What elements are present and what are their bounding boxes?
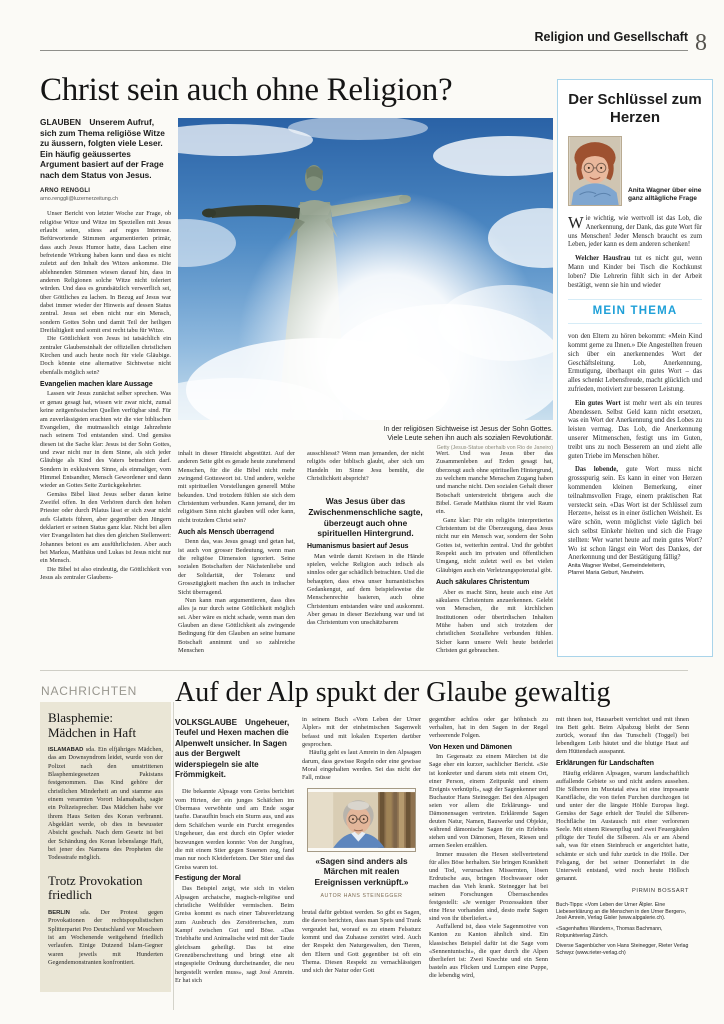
pull-quote-attribution: AUTOR HANS STEINEGGER (320, 892, 403, 899)
caption-line2: Viele Leute sehen ihn auch als sozialen Revolutionär. (387, 435, 553, 442)
body-paragraph: Die bekannte Alpsage vom Greiss berichtet vom Hirten, der ein junges Schäfchen im Übermass verwöhnte und am Ende sogar taufte. Daraufhin brach ein Sturm aus, und aus dem Schäfchen wurde ein Furcht erregendes Ungeheuer, das erst durch ein Opfer wieder bezwungen werden konnte: Von der Jungfrau, die mit einem Stier gegen Susenen zog, fand man nur noch Kleiderfetzen. Der Stier und das Greiss waren tot. (175, 788, 294, 871)
bottom-headline: Auf der Alp spukt der Glaube gewaltig (175, 677, 611, 708)
subhead: Festigung der Moral (175, 875, 241, 883)
body-paragraph: Denn das, was Jesus gesagt und getan hat, ist auch von grosser Bedeutung, wenn man die religiöse Dimension ignoriert. Seine sozialen Botschaften der Nächstenliebe und der Solidarität, der Toleranz und Grosszügigkeit machen ihn auch in irdischer Sicht überragend. (178, 538, 295, 596)
article-lead: VOLKSGLAUBE Ungeheuer, Teufel und Hexen machen die Alpenwelt unsicher. In Sagen aus der Bergwelt widerspiegeln sie alte Frömmigkeit. (175, 718, 290, 780)
sidebar-title: Der Schlüssel zum Herzen (568, 91, 702, 126)
main-article-col4 (436, 450, 553, 663)
author-signature: PIRMIN BOSSART (632, 887, 689, 894)
jesus-statue-illustration (178, 118, 553, 420)
body-paragraph: gegenüber achtlos oder gar höhnisch zu verhalten, hat in den Sagen in der Regel verheerende Folgen. (429, 716, 548, 740)
body-paragraph: Die Göttlichkeit von Jesus ist tatsächlich ein zentraler Glaubensinhalt der offiziellen christlichen Kirchen und auch heute noch für viele Gläubige. Doch könnte eine alternative Sichtweise nicht ebenfalls möglich sein? (40, 335, 171, 376)
main-article-col1 (40, 117, 171, 665)
kicker-label: VOLKSGLAUBE (175, 718, 238, 727)
main-article-col2 (178, 450, 295, 663)
news-body: ISLAMABAD sda. Ein elfjähriges Mädchen, das am Downsyndrom leidet, wurde von der Polizei nach den umstrittenen Blasphemiegesetzen Pakistans festgenommen. Das Kind gehöre der christlichen Minderheit an und stamme aus einem verarmten Vorort Islamabads, sagte ein Polizeisprecher. Das Mädchen habe vor ihrem Haus Seiten des Koran verbrannt. Abgeklärt werde, ob dies in bewusster Absicht geschah. Nach dem Gesetz ist bei der Schändung des Koran lebenslange Haft, bei jener des Namens des Propheten die Todesstrafe möglich. (48, 746, 163, 862)
masthead (40, 30, 688, 51)
sidebar-column (557, 79, 713, 657)
news-section-label: NACHRICHTEN (41, 684, 138, 698)
body-paragraph: Häufig erklären Alpsagen, warum landschaftlich auffallende Gebiete so und nicht anders aussehen. Die Silberen im Muotatal etwa ist eine imposante Karstfläche, die von tiefen Furchen durchzogen ist und unter der die längste Höhle Europas liegt. Gemäss der Sage erhielt der Teufel die Silberen-Hochfläche im Austausch mit einer verlorenen Seele. Mit einem Riesenpflug und zwei Feuergäulen pflügte der Teufel die Silberen. Als er am Abend sah, was für einen Steinbruch er angerichtet hatte, schämte er sich und fuhr zurück in die Hölle. Der Felsgang, der bei seiner Donnerfahrt in die Unterwelt entstand, wird noch heute Hölloch genannt. (556, 769, 689, 882)
subhead: Erklärungen für Landschaften (556, 759, 655, 767)
sidebar-paragraph: von den Eltern zu hören bekommt: «Mein Kind kommt gerne zu Ihnen.» Die Angestellten freuen sich über ein anerkennendes Wort der Geschäftsleitung. Lob, Anerkennung, Ermutigung, überhaupt ein gutes Wort – das alles schenkt Lebensfreude, macht glücklich und zufrieden, motiviert zur besseren Leistung. (568, 333, 702, 393)
caption-line1: In der religiösen Sichtweise ist Jesus der Sohn Gottes. (383, 426, 553, 433)
subhead: Auch säkulares Christentum (436, 578, 530, 586)
byline (40, 187, 171, 204)
book-tip: Diverse Sagenbücher von Hans Steinegger, Rieter Verlag Schwyz (www.rieter-verlag.ch) (556, 943, 689, 957)
body-paragraph: Lassen wir Jesus zunächst selber sprechen. Was er genau gesagt hat, wissen wir zwar nicht, zumal keine zeitgenössischen Quellen verfügbar sind. Für am zuverlässigsten erachten wir die vier biblischen Evangelien, die mutmasslich einige Jahrzehnte nach seinem Tod entstanden sind. Und gemäss diesen ist die Sache klar: Jesus ist der Sohn Gottes, und zwar nicht nur in dem Sinne, als sich jeder Gläubige als Kind des Vaters betrachten darf. Sondern in exklusivem Sinne, als einmaliger, vom Himmel Entsandter, Mensch Gewordener und dann wieder an Gottes Seite Zurückgekehrter. (40, 390, 171, 490)
dateline: ISLAMABAD (48, 747, 84, 753)
body-paragraph: Nun kann man argumentieren, dass dies alles ja nur durch seine Göttlichkeit möglich sei. Aber wäre es nicht schade, wenn man den Glauben an diese Göttlichkeit als zwingende Bedingung für den Glauben an seine humane Botschaft annimmt und so zahlreiche Menschen (178, 596, 295, 654)
kicker-label: GLAUBEN (40, 117, 82, 127)
body-paragraph: in seinem Buch «Vom Leben der Urner Älpler» mit der einheimischen Sagenwelt befasst und mit lokalen Experten darüber gesprochen. (302, 716, 421, 749)
sidebar-paragraph: Das lobende, gute Wort muss nicht grossspurig sein. Es kann in einer von Herzen kommenden kleinen Bemerkung, einer teilnahmsvollen Frage, einem praktischen Rat versteckt sein. «Das Wort ist der Schlüssel zum Herzen», heisst es in einer östlichen Weisheit. Es wäre schön, wenn möglichst viele täglich bei sich selbst Einkehr hielten und sich die Frage stellten: Wer wartet heute auf mein gutes Wort? Wo ist schon längst ein Wort des Dankes, der Anerkennung und der Bestätigung fällig? (568, 466, 702, 562)
section-divider (40, 670, 688, 671)
subhead: Humanismus basiert auf Jesus (307, 542, 409, 550)
article-lead (40, 117, 171, 181)
body-paragraph: Man würde damit Kreisen in die Hände spielen, welche Religion auch irdisch als sinnlos oder gar schädlich betrachten. Und die behaupten, dass etwa unser humanistisches Gedankengut, auf dem beispielsweise die Menschenrechte basieren, auch ohne Christentum entstanden wäre und auskommt. Aber genau in dieser Beziehung war und ist das Christentum von unschätzbarem (307, 552, 424, 627)
author-email: arno.renggli@luzernerzeitung.ch (40, 195, 118, 202)
sidebar-paragraph: Wie wichtig, wie wertvoll ist das Lob, die Anerkennung, der Dank, das gute Wort für uns Menschen! Jeder Mensch braucht es zum Leben, jeder kann es dem anderen schenken! (568, 213, 702, 249)
subhead: Auch als Mensch überragend (178, 528, 275, 536)
column-divider (173, 702, 174, 1010)
body-paragraph: Auffallend ist, dass viele Sagenmotive von Kanton zu Kanton ähnlich sind. Ein klassisches Beispiel dafür ist die Sage vom «Sennentuntschi», die quer durch die Alpen überliefert ist: Zwei Knechte und ein Senn basteln aus Flicken und Lumpen eine Puppe, die lebendig wird, (429, 923, 548, 979)
photo-caption (253, 425, 553, 453)
dateline: BERLIN (48, 909, 70, 916)
pull-quote: «Sagen sind anders als Märchen mit realen Ereignissen verknüpft.» (314, 855, 409, 887)
body-paragraph: brutal dafür gebüsst werden. So gibt es Sagen, die davon berichten, dass man Speis und Trank vergeudet hat, worauf es zu einem Felssturz kommt und das Zuhause zerstört wird. Auch der Respekt den Naturgewalten, den Tieren, den Eltern und Gott gegenüber ist oft ein Thema. Diesen Respekt zu vernachlässigen und sich der Natur oder Gott (302, 908, 421, 975)
sidebar-photo-caption: Anita Wagner über eine ganz alltägliche Frage (628, 186, 702, 203)
main-article-col3 (307, 450, 424, 663)
bottom-article-colD (556, 716, 689, 1022)
photo-credit: Getty (Jesus-Statue oberhalb von Rio de Janeiro) (436, 445, 553, 451)
sidebar-paragraph: Ein gutes Wort ist mehr wert als ein teures Abendessen. Selbst Geld kann nicht ersetzen, was ein Wort der Anerkennung und des Lobes zu leisten vermag. Das Lob, die Anerkennung unserer Mitmenschen, festigt uns im Guten, treibt uns zu noch Besserem an und zieht alle guten Triebe im Menschen höher. (568, 399, 703, 460)
body-paragraph: Häufig geht es laut Amrein in den Alpsagen darum, dass gewisse Regeln oder eine gewisse Moral eingehalten werden. Sei das nicht der Fall, müsse (302, 749, 421, 782)
lead-text: Unserem Aufruf, sich zum Thema religiöse Witze zu äussern, folgten viele Leser. Ein häufig geäussertes Argument basiert auf der Frage nach dem Status von Jesus. (40, 117, 165, 180)
subhead: Evangelien machen klare Aussage (40, 380, 153, 388)
body-paragraph: Unser Bericht von letzter Woche zur Frage, ob religiöse Witze und Witze im Speziellen mit Jesus erlaubt seien, stiess auf reges Interesse. Befürwortende Stimmen argumentierten primär, dass auch Jesus Humor hatte, dass Lachen eine befreiende Wirkung haben kann und dass es nicht zuletzt auf den Inhalt des Witzes ankomme. Die ablehnenden Stimmen wiesen darauf hin, dass in anderen Religionen solche Witze nicht toleriert würden. Und dass es grundsätzlich verwerflich sei, über Göttliches zu lachen. In Bezug auf Jesus war dabei immer wieder der Hinweis auf dessen Status zentral. Jesus sei eben nicht nur ein Mensch, sondern Gottes Sohn und damit Teil der heiligen Dreifaltigkeit und somit erst recht tabu für Witze. (40, 210, 171, 335)
body-paragraph: Ganz klar: Für ein religiös interpretiertes Christentum ist die Überzeugung, dass Jesus nicht nur ein Mensch war, sondern der Sohn Gottes ist, weiterhin zentral. Und ihr gebührt Respekt auch im privaten und öffentlichen Umgang, nicht zuletzt weil es bei vielen Gläubigen auch ein Verletzungspotenzial gibt. (436, 516, 553, 574)
bottom-article-colA (175, 716, 294, 1022)
body-paragraph: Die Bibel ist also eindeutig, die Göttlichkeit von Jesus als zentraler Glaubens- (40, 565, 171, 582)
hans-steinegger-photo (307, 788, 416, 852)
news-body: BERLIN sda. Der Protest gegen Provokationen der rechtspopulistischen Splitterpartei Pro Deutschland vor Moscheen ist am Wochenende weitgehend friedlich verlaufen. Einige Dutzend Islam-Gegner waren jeweils mit Hunderten Gegendemonstranten konfrontiert. (48, 908, 163, 966)
book-tip: Buch-Tipps: «Vom Leben der Urner Älpler. Eine Liebeserklärung an die Menschen in den Urner Bergen», José Amrein, Verlag Gisler (www.alpgalerie.ch). (556, 901, 687, 922)
news-headline: Trotz Provokation friedlich (48, 872, 143, 903)
body-paragraph: Wert. Und was Jesus über das Zusammenleben auf Erden gesagt hat, überzeugt auch ohne spirituellen Hintergrund, zu welchem manche Menschen Zugang haben und manche nicht. Den sozialen Gehalt dieser Botschaft unterstreicht übrigens auch die Bibel. Gerade Matthäus räumt ihr viel Raum ein. (436, 450, 553, 516)
main-headline: Christ sein auch ohne Religion? (40, 72, 453, 108)
body-paragraph: mit ihnen isst, Hausarbeit verrichtet und mit ihnen ins Bett geht. Beim Alpabzug bleibt der Senn zurück, worauf ihn das Tunscheli (Toggel) bei lebendigem Leib häutet und die blutige Haut auf dem Hüttendach ausspannt. (556, 716, 689, 756)
body-paragraph: Immer mussten die Hexen stellvertretend für alles Böse herhalten. Sie bringen Krankheit und Tod, verursachen Missernten, lösen Erdrutsche aus, bringen Hochwasser oder machen das Vieh krank. Steinegger hat bei seinen Forschungen Überraschendes festgestellt: «Je weniger Prozessakten über eine Hexe vorhanden sind, desto mehr Sagen sind von ihr überliefert.» (429, 850, 548, 923)
body-paragraph: Das Beispiel zeigt, wie sich in vielen Alpsagen archaische, magisch-religiöse und christliche Weltbilder vermischen. Beim Greiss kommt es nach einer Tabuverletzung zum Ausbruch des Zerstörerischen, zum Kampf zwischen Gut und Böse. «Das Triebhafte und Animalische wird mit der Taufe gleichsam geheiligt. Das ist eine Grenzüberschreitung und bringt eine alt eingespielte Ordnung durcheinander, die neu hergestellt werden muss», sagt José Amrein. Er hat sich (175, 885, 294, 984)
author-name: ARNO RENGGLI (40, 187, 91, 194)
body-paragraph: Aber es macht Sinn, heute auch eine Art säkulares Christentum anzuerkennen. Gelebt von Menschen, die mit kirchlichen Institutionen oder überirdischen Inhalten Mühe haben und sich trotzdem der christlichen Soziallehre verbunden fühlen. Sicher kann unsere Welt heute beiderlei Christen gut gebrauchen. (436, 588, 553, 654)
pull-quote: Was Jesus über das Zwischenmenschliche sagte, überzeugt auch ohne spirituellen Hintergrund. (308, 496, 423, 539)
drop-cap: W (568, 213, 584, 232)
bottom-article-colC (429, 716, 548, 1022)
sidebar-photo-row (568, 136, 702, 206)
body-paragraph: inhalt in dieser Hinsicht abgestützt. Auf der anderen Seite gibt es gerade heute zunehmend Menschen, für die die Bibel nicht mehr zwingend Gotteswort ist. Und andere, welche mit spirituellen Vorstellungen generell Mühe bekunden. Und trotzdem fühlen sie sich dem Christentum verbunden. Kann jemand, der im religiösen Sinn nicht glauben will oder kann, nicht trotzdem Christ sein? (178, 450, 295, 524)
page-number: 8 (695, 30, 707, 56)
news-box (40, 702, 171, 992)
news-headline: Blasphemie: Mädchen in Haft (48, 710, 137, 740)
bottom-article-colB (302, 716, 421, 1022)
sidebar-paragraph: Welcher Hausfrau tut es nicht gut, wenn Mann und Kinder bei Tisch die Kochkunst loben? Die Lehrerin fühlt sich in der Arbeit bestätigt, wenn sie hin und wieder (568, 255, 702, 289)
mein-thema-label: MEIN THEMA (568, 299, 702, 324)
body-paragraph: ausschliesst? Wenn man jemanden, der nicht religiös oder biblisch glaubt, aber sich um Handeln im Sinne Jesu bemüht, die Christlichkeit abspricht? (307, 450, 424, 483)
subhead: Von Hexen und Dämonen (429, 743, 512, 751)
section-label: Religion und Gesellschaft (534, 30, 688, 44)
book-tips (556, 902, 689, 957)
body-paragraph: Im Gegensatz zu einem Märchen ist die Sage eher ein kurzer, sachlicher Bericht. «Sie ist konkreter und darum stets mit einem Ort, einer Person, einem Zeitpunkt und einem Ereignis verknüpft», sagt der Sagenkenner und Buchautor Hans Steinegger. Bei den Alpsagen seien vor allem die Erklärungs- und Dämonensagen vertreten. Erklärende Sagen deuten Natur, Namen, Bauwerke und Objekte, während dämonische Sagen für ein Erlebnis stehen und von Dämonen, Hexen, Riesen und armen Seelen erzählen. (429, 753, 548, 850)
body-paragraph: Gemäss Bibel lässt Jesus selber daran keine Zweifel offen. In den Verhören durch den hohen Priester oder durch Pilatus lässt er sich zwar nicht aufs Glatteis führen, aber gegenüber den Jüngern deklariert er seinen Status ganz klar. Nicht bei allen vier Evangelisten hat dies den gleichen Stellenwert: Johannes betont es am ausführlichsten. Aber auch bei Markus, Matthäus und Lukas ist Jesus nicht nur ein Mensch. (40, 490, 171, 565)
sidebar-author-note: Anita Wagner Weibel, Gemeindeleiterin, Pfarrei Maria Geburt, Neuheim. (568, 563, 666, 577)
jesus-statue-image (178, 118, 553, 420)
anita-wagner-photo (568, 136, 622, 206)
book-tip: «Sagenhaftes Wandern», Thomas Bachmann, Rotpunktverlag Zürich. (556, 926, 663, 939)
